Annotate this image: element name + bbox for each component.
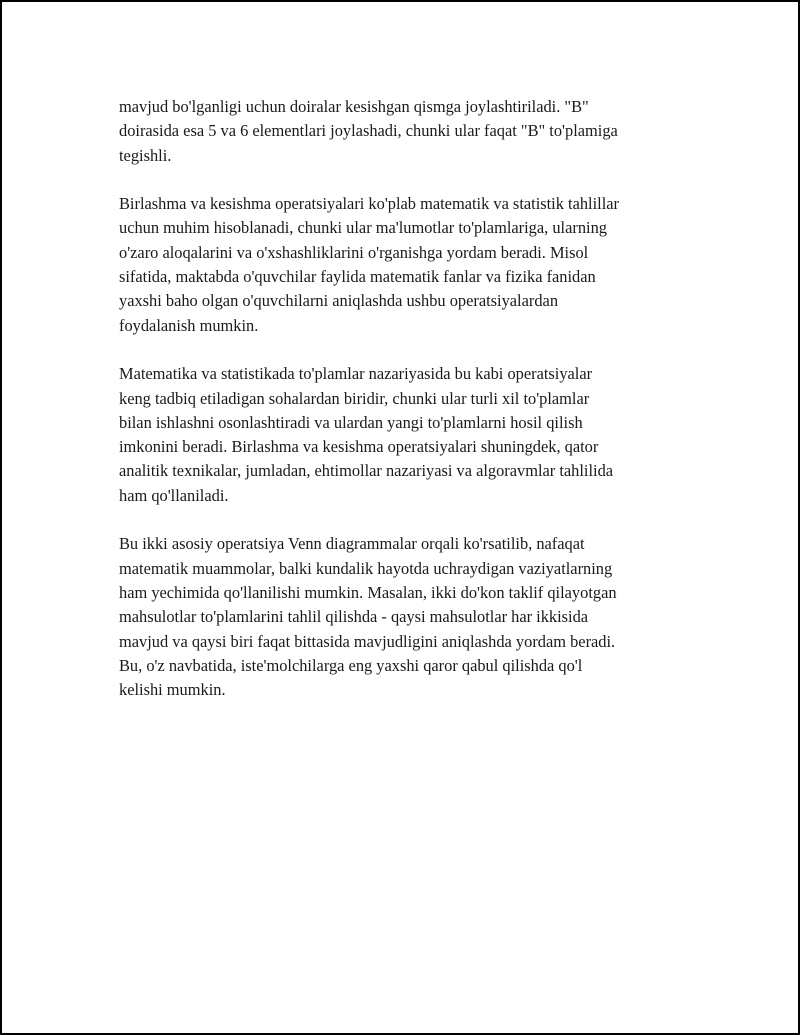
text-line: mavjud bo'lganligi uchun doiralar kesishgan qismga joylashtiriladi. "B" [119,97,589,116]
paragraph-1 [119,95,699,168]
paragraph-2 [119,192,699,338]
text-line: doirasida esa 5 va 6 elementlari joylashadi, chunki ular faqat "B" to'plamiga [119,121,618,141]
text-line: mahsulotlar to'plamlarini tahlil qilishda - qaysi mahsulotlar har ikkisida [119,607,589,627]
text-line: yaxshi baho olgan o'quvchilarni aniqlashda ushbu operatsiyalardan [119,291,559,311]
text-line: Birlashma va kesishma operatsiyalari ko'plab matematik va statistik tahlillar [119,194,620,214]
text-line: imkonini beradi. Birlashma va kesishma operatsiyalari shuningdek, qator [119,437,599,457]
text-line: mavjud va qaysi biri faqat bittasida mavjudligini aniqlashda yordam beradi. [119,631,616,651]
text-line: sifatida, maktabda o'quvchilar faylida matematik fanlar va fizika fanidan [119,267,596,287]
text-line: analitik texnikalar, jumladan, ehtimollar nazariyasi va algoravmlar tahlilida [119,461,614,481]
text-line: o'zaro aloqalarini va o'xshashliklarini o'rganishga yordam beradi. Misol [119,242,589,262]
text-line: tegishli. [119,145,172,165]
paragraph-3 [119,362,699,508]
text-line: foydalanish mumkin. [119,315,259,335]
text-line: bilan ishlashni osonlashtiradi va ulardan yangi to'plamlarni hosil qilish [119,412,583,432]
text-line: ham qo'llaniladi. [119,485,229,505]
text-line: ham yechimida qo'llanilishi mumkin. Masalan, ikki do'kon taklif qilayotgan [119,582,617,602]
text-line: keng tadbiq etiladigan sohalardan biridir, chunki ular turli xil to'plamlar [119,388,590,408]
text-line: matematik muammolar, balki kundalik hayotda uchraydigan vaziyatlarning [119,558,613,578]
text-line: kelishi mumkin. [119,680,226,700]
text-line: Bu ikki asosiy operatsiya Venn diagrammalar orqali ko'rsatilib, nafaqat [119,534,585,554]
page-body [119,95,699,727]
text-line: Matematika va statistikada to'plamlar nazariyasida bu kabi operatsiyalar [119,364,593,384]
text-line: Bu, o'z navbatida, iste'molchilarga eng yaxshi qaror qabul qilishda qo'l [119,655,583,675]
text-line: uchun muhim hisoblanadi, chunki ular ma'lumotlar to'plamlariga, ularning [119,218,607,238]
paragraph-4 [119,532,699,702]
